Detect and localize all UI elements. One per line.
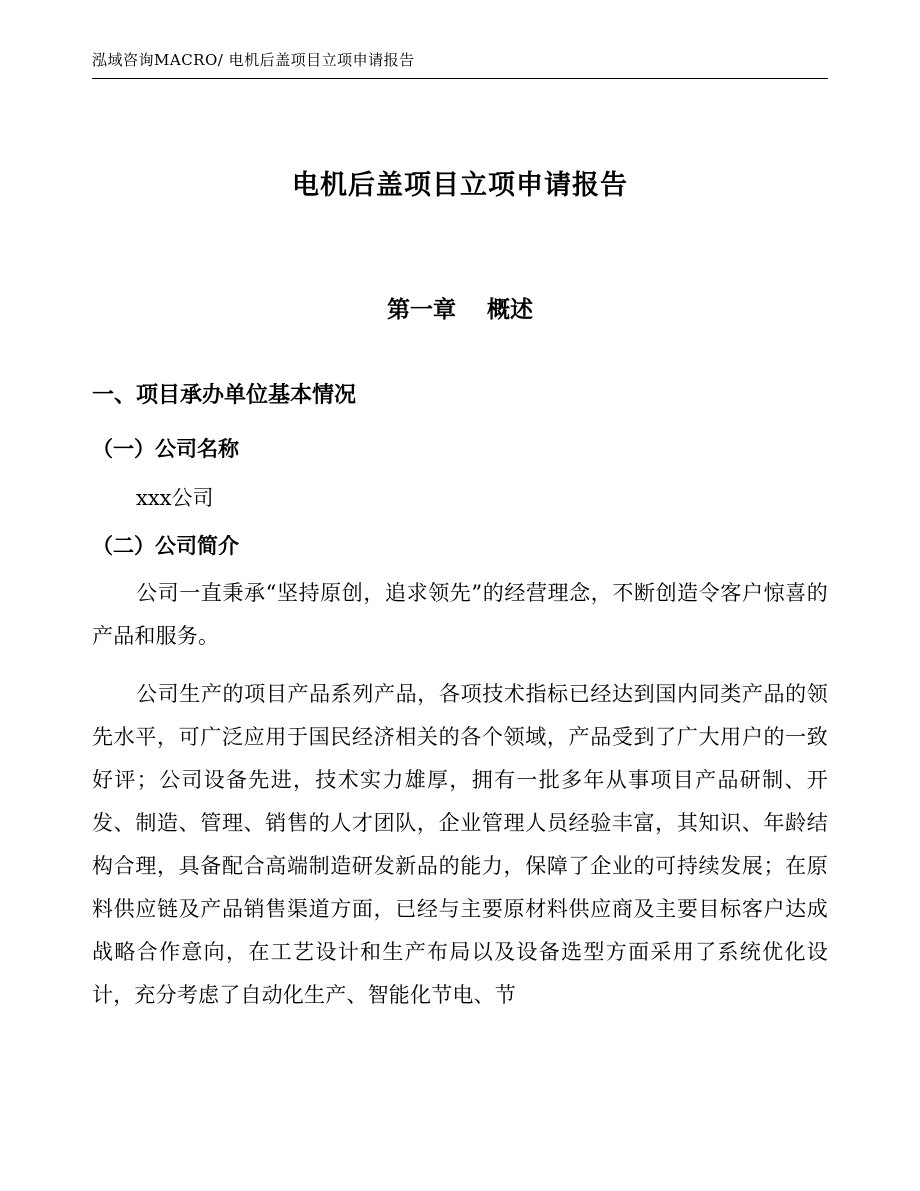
subsection-heading-company-profile: （二）公司简介 — [92, 534, 239, 558]
chapter-title: 第一章 概述 — [386, 297, 533, 323]
section-heading: 一、项目承办单位基本情况 — [92, 383, 357, 408]
body-paragraph: 公司一直秉承“坚持原创，追求领先”的经营理念，不断创造令客户惊喜的产品和服务。 — [92, 581, 828, 648]
running-header: 泓域咨询MACRO/ 电机后盖项目立项申请报告 — [92, 51, 415, 69]
company-name-text: xxx公司 — [136, 486, 214, 510]
body-paragraph: 公司生产的项目产品系列产品，各项技术指标已经达到国内同类产品的领先水平，可广泛应用于国民经济相关的各个领域，产品受到了广大用户的一致好评；公司设备先进，技术实力雄厚，拥有一批多年从事项目产品研制、开发、制造、管理、销售的人才团队，企业管理人员经验丰富，其知识、年龄结构合理，具备配合高端制造研发新品的能力，保障了企业的可持续发展；在原料供应链及产品销售渠道方面，已经与主要原材料供应商及主要目标客户达成战略合作意向，在工艺设计和生产布局以及设备选型方面采用了系统优化设计，充分考虑了自动化生产、智能化节电、节 — [92, 682, 828, 1007]
document-title: 电机后盖项目立项申请报告 — [292, 170, 628, 201]
header-divider — [92, 78, 828, 79]
subsection-heading-company-name: （一）公司名称 — [92, 437, 239, 461]
